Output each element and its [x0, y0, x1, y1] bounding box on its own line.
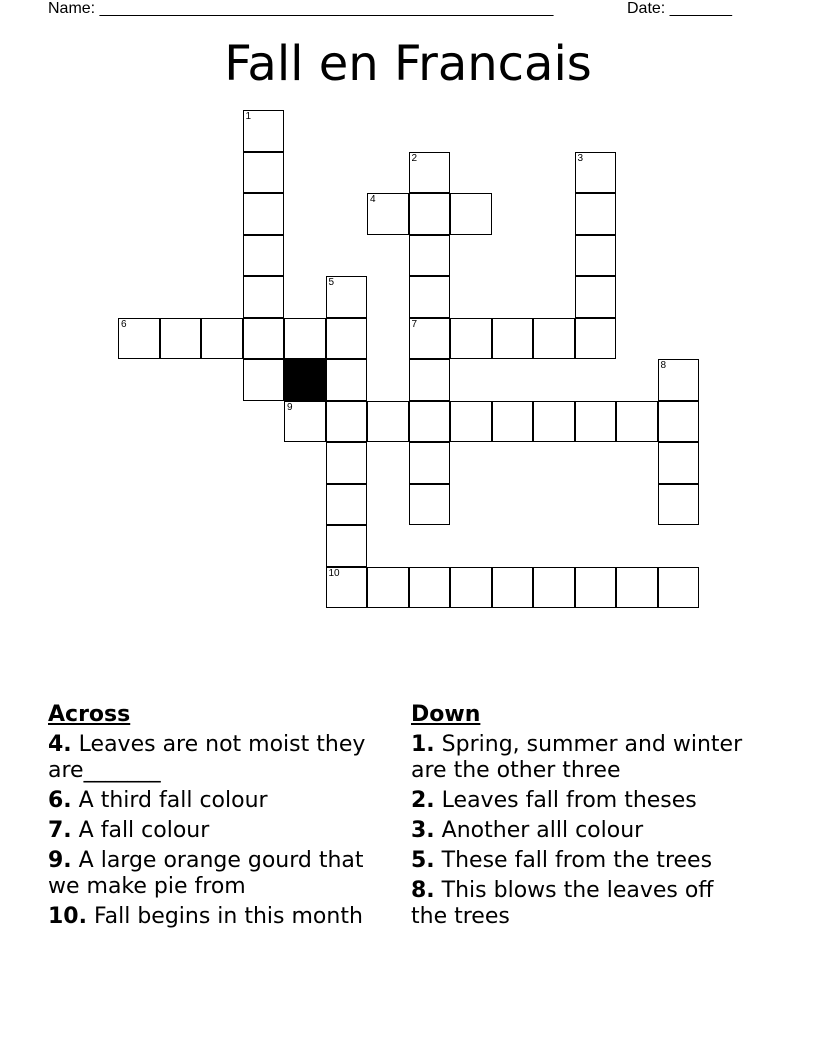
grid-cell[interactable]	[409, 193, 451, 235]
grid-cell[interactable]	[575, 152, 617, 194]
grid-cell[interactable]	[243, 193, 285, 235]
grid-cell[interactable]	[326, 525, 368, 567]
grid-cell[interactable]	[326, 442, 368, 484]
grid-cell[interactable]	[118, 318, 160, 360]
grid-cell[interactable]	[409, 359, 451, 401]
grid-cell[interactable]	[326, 567, 368, 609]
grid-cell[interactable]	[284, 401, 326, 443]
grid-cell[interactable]	[409, 401, 451, 443]
down-clue	[411, 878, 756, 930]
grid-cell[interactable]	[533, 318, 575, 360]
grid-cell[interactable]	[409, 442, 451, 484]
grid-cell[interactable]	[160, 318, 202, 360]
clue-number: 4.	[48, 732, 72, 757]
grid-cell[interactable]	[575, 401, 617, 443]
grid-cell[interactable]	[243, 152, 285, 194]
grid-cell[interactable]	[575, 567, 617, 609]
down-clue	[411, 848, 756, 874]
clue-number: 7.	[48, 818, 72, 843]
clue-text: A large orange gourd that we make pie from	[48, 848, 364, 899]
clue-text: These fall from the trees	[441, 848, 713, 873]
clue-number-label: 9	[287, 401, 293, 413]
clue-text: A fall colour	[78, 818, 210, 843]
grid-cell[interactable]	[492, 401, 534, 443]
grid-cell[interactable]	[658, 567, 700, 609]
clue-number-label: 10	[328, 567, 340, 579]
name-field: Name: ___________________________________________________	[48, 0, 554, 17]
across-clue	[48, 904, 393, 930]
clue-number: 6.	[48, 788, 72, 813]
grid-cell[interactable]	[367, 567, 409, 609]
grid-cell[interactable]	[243, 110, 285, 152]
grid-cell[interactable]	[409, 235, 451, 277]
grid-cell[interactable]	[658, 442, 700, 484]
clue-number: 9.	[48, 848, 72, 873]
clue-number-label: 5	[328, 277, 335, 288]
clue-number: 3.	[411, 818, 435, 843]
clue-number: 1.	[411, 732, 435, 757]
page-title: Fall en Francais	[224, 36, 592, 92]
grid-cell[interactable]	[450, 567, 492, 609]
down-clue	[411, 818, 756, 844]
across-clues	[48, 702, 393, 934]
grid-cell[interactable]	[409, 567, 451, 609]
clue-text: Leaves are not moist they are_______	[48, 732, 366, 783]
grid-block	[284, 359, 326, 401]
clue-number-label: 1	[245, 111, 252, 122]
clue-number: 8.	[411, 878, 435, 903]
across-clue	[48, 818, 393, 844]
grid-cell[interactable]	[367, 401, 409, 443]
clue-number-label: 6	[121, 318, 127, 330]
grid-cell[interactable]	[658, 484, 700, 526]
clue-text: Leaves fall from theses	[441, 788, 697, 813]
grid-cell[interactable]	[658, 359, 700, 401]
across-clue	[48, 848, 393, 900]
clue-text: Spring, summer and winter are the other three	[411, 732, 743, 783]
clue-number-label: 8	[660, 360, 667, 371]
clue-text: Fall begins in this month	[93, 904, 363, 929]
grid-cell[interactable]	[575, 318, 617, 360]
down-clues	[411, 702, 756, 934]
clue-number-label: 4	[370, 194, 376, 205]
grid-cell[interactable]	[326, 359, 368, 401]
grid-cell[interactable]	[409, 276, 451, 318]
clue-number: 10.	[48, 904, 87, 929]
grid-cell[interactable]	[575, 235, 617, 277]
grid-cell[interactable]	[450, 318, 492, 360]
down-clue	[411, 788, 756, 814]
clue-number: 2.	[411, 788, 435, 813]
grid-cell[interactable]	[450, 193, 492, 235]
grid-cell[interactable]	[243, 276, 285, 318]
grid-cell[interactable]	[201, 318, 243, 360]
across-heading: Across	[48, 702, 131, 727]
grid-cell[interactable]	[326, 318, 368, 360]
grid-cell[interactable]	[533, 401, 575, 443]
clue-text: Another alll colour	[441, 818, 644, 843]
date-field: Date: _______	[627, 0, 732, 17]
grid-cell[interactable]	[409, 484, 451, 526]
across-clue	[48, 732, 393, 784]
grid-cell[interactable]	[533, 567, 575, 609]
grid-cell[interactable]	[575, 276, 617, 318]
grid-cell[interactable]	[243, 359, 285, 401]
grid-cell[interactable]	[658, 401, 700, 443]
clue-number-label: 2	[411, 152, 418, 164]
across-clue	[48, 788, 393, 814]
grid-cell[interactable]	[450, 401, 492, 443]
clue-text: A third fall colour	[78, 788, 268, 813]
grid-cell[interactable]	[616, 567, 658, 609]
grid-cell[interactable]	[326, 484, 368, 526]
grid-cell[interactable]	[367, 193, 409, 235]
grid-cell[interactable]	[575, 193, 617, 235]
clue-number: 5.	[411, 848, 435, 873]
grid-cell[interactable]	[326, 401, 368, 443]
clue-number-label: 3	[577, 152, 584, 164]
down-heading: Down	[411, 702, 481, 727]
grid-cell[interactable]	[492, 567, 534, 609]
grid-cell[interactable]	[492, 318, 534, 360]
grid-cell[interactable]	[326, 276, 368, 318]
clue-text: This blows the leaves off the trees	[411, 878, 714, 929]
down-clue	[411, 732, 756, 784]
grid-cell[interactable]	[409, 318, 451, 360]
grid-cell[interactable]	[409, 152, 451, 194]
clue-number-label: 7	[411, 318, 418, 330]
grid-cell[interactable]	[243, 235, 285, 277]
grid-cell[interactable]	[616, 401, 658, 443]
grid-cell[interactable]	[284, 318, 326, 360]
grid-cell[interactable]	[243, 318, 285, 360]
